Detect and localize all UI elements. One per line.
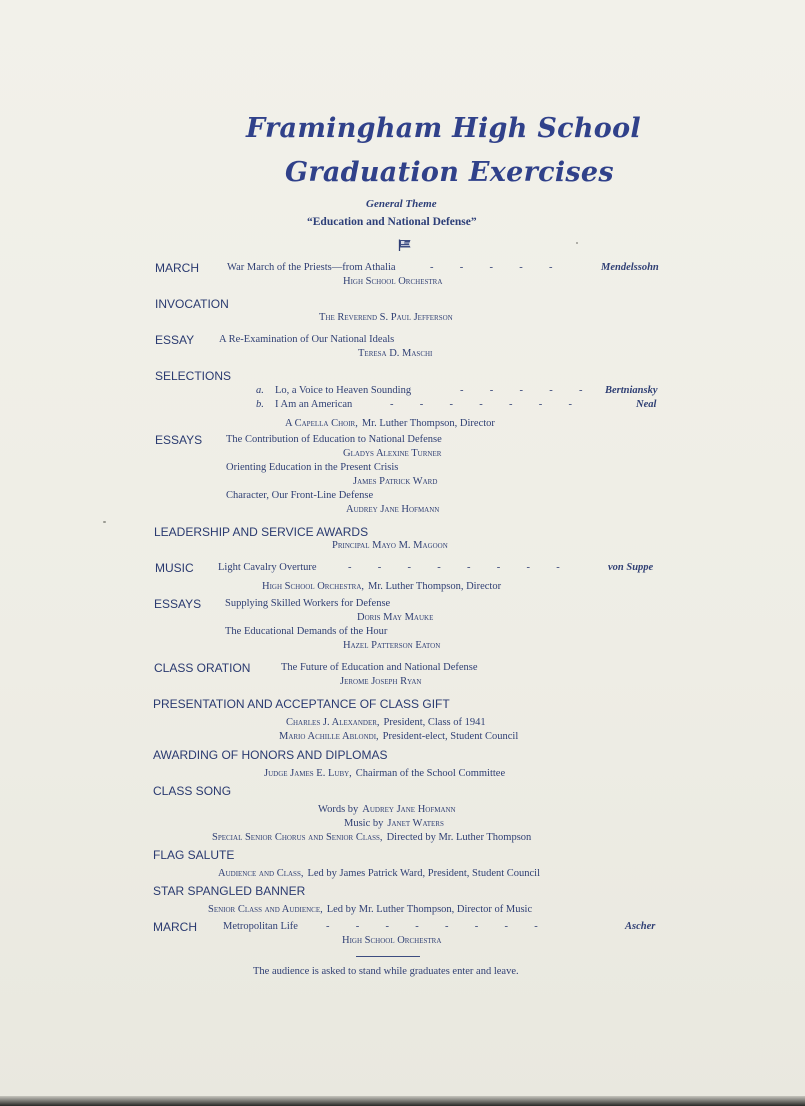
selections-heading: SELECTIONS (155, 369, 232, 383)
essays-4-name: Doris May Mauke (357, 612, 434, 623)
march-2-composer: Ascher (625, 921, 656, 932)
banner-detail (208, 900, 532, 916)
selections-performer (285, 414, 495, 430)
diplomas-heading: AWARDING OF HONORS AND DIPLOMAS (153, 748, 388, 762)
essays-heading: ESSAYS (155, 433, 203, 447)
selection-a-label: a. (256, 385, 264, 396)
title-line-2: Graduation Exercises (285, 157, 614, 188)
selection-b-title: I Am an American (275, 399, 353, 410)
flag-salute-sc: Audience and Class, (218, 868, 304, 879)
flag-salute-heading: FLAG SALUTE (153, 848, 235, 862)
song-music-pre: Music by (344, 818, 384, 829)
gift-presenter-sc: Charles J. Alexander, (286, 717, 380, 728)
gift-acceptor (279, 727, 518, 743)
song-music-author: Janet Waters (387, 818, 444, 829)
gift-presenter-rest: President, Class of 1941 (383, 717, 486, 728)
essays-3-name: Audrey Jane Hofmann (346, 504, 440, 515)
selection-b-leader-dots: - - - - - - - (390, 399, 572, 410)
selections-performer-sc: A Capella Choir, (285, 418, 358, 429)
banner-heading: STAR SPANGLED BANNER (153, 884, 306, 898)
music-composer: von Suppe (608, 562, 654, 573)
music-performer (262, 577, 501, 593)
paper-speck (103, 521, 106, 523)
essay-heading: ESSAY (155, 333, 195, 347)
diplomas-presenter-sc: Judge James E. Luby, (264, 768, 352, 779)
song-chorus (212, 828, 531, 844)
march-2-piece: Metropolitan Life (223, 921, 298, 932)
march-2-leader-dots: - - - - - - - - (326, 921, 538, 932)
gift-acceptor-sc: Mario Achille Ablondi, (279, 731, 379, 742)
flag-icon (398, 239, 412, 251)
invocation-heading: INVOCATION (155, 297, 229, 311)
music-piece: Light Cavalry Overture (218, 562, 317, 573)
theme-text: “Education and National Defense” (307, 216, 477, 228)
footer-note: The audience is asked to stand while graduates enter and leave. (253, 966, 519, 977)
invocation-name: The Reverend S. Paul Jefferson (319, 312, 453, 323)
song-heading: CLASS SONG (153, 784, 232, 798)
music-heading: MUSIC (155, 561, 194, 575)
selection-a-composer: Bertniansky (605, 385, 658, 396)
essays-2-title: Orienting Education in the Present Crisis (226, 462, 399, 473)
song-words-pre: Words by (318, 804, 359, 815)
march-2-performer: High School Orchestra (342, 935, 442, 946)
music-performer-rest: Mr. Luther Thompson, Director (368, 581, 502, 592)
awards-name: Principal Mayo M. Magoon (332, 540, 448, 551)
gift-acceptor-rest: President-elect, Student Council (382, 731, 519, 742)
march-composer: Mendelssohn (601, 262, 659, 273)
essays-2-name: James Patrick Ward (353, 476, 438, 487)
theme-label: General Theme (366, 198, 437, 210)
essays-2-heading: ESSAYS (154, 597, 202, 611)
march-leader-dots: - - - - - (430, 262, 553, 273)
oration-heading: CLASS ORATION (154, 661, 251, 675)
essays-1-title: The Contribution of Education to National Defense (226, 434, 442, 445)
song-chorus-sc: Special Senior Chorus and Senior Class, (212, 832, 383, 843)
banner-rest: Led by Mr. Luther Thompson, Director of Music (326, 904, 533, 915)
essays-1-name: Gladys Alexine Turner (343, 448, 442, 459)
oration-name: Jerome Joseph Ryan (340, 676, 422, 687)
march-heading: MARCH (155, 261, 199, 275)
march-piece: War March of the Priests—from Athalia (227, 262, 396, 273)
page-bottom-edge (0, 1096, 805, 1106)
selections-performer-rest: Mr. Luther Thompson, Director (361, 418, 495, 429)
flag-salute-detail (218, 864, 540, 880)
music-leader-dots: - - - - - - - - (348, 562, 560, 573)
banner-sc: Senior Class and Audience, (208, 904, 323, 915)
awards-heading: LEADERSHIP AND SERVICE AWARDS (154, 525, 369, 539)
essay-title: A Re-Examination of Our National Ideals (219, 334, 395, 345)
diplomas-presenter-rest: Chairman of the School Committee (355, 768, 506, 779)
song-chorus-rest: Directed by Mr. Luther Thompson (386, 832, 532, 843)
song-words-author: Audrey Jane Hofmann (362, 804, 456, 815)
music-performer-sc: High School Orchestra, (262, 581, 364, 592)
march-2-heading: MARCH (153, 920, 197, 934)
oration-title: The Future of Education and National Defense (281, 662, 478, 673)
gift-heading: PRESENTATION AND ACCEPTANCE OF CLASS GIFT (153, 697, 450, 711)
selection-a-leader-dots: - - - - - (460, 385, 583, 396)
closing-rule (356, 956, 420, 957)
selection-b-label: b. (256, 399, 264, 410)
essays-3-title: Character, Our Front-Line Defense (226, 490, 374, 501)
essays-5-name: Hazel Patterson Eaton (343, 640, 441, 651)
march-performer: High School Orchestra (343, 276, 443, 287)
essays-5-title: The Educational Demands of the Hour (225, 626, 388, 637)
selection-a-title: Lo, a Voice to Heaven Sounding (275, 385, 412, 396)
essays-4-title: Supplying Skilled Workers for Defense (225, 598, 391, 609)
flag-salute-rest: Led by James Patrick Ward, President, Student Council (307, 868, 541, 879)
diplomas-presenter (264, 764, 505, 780)
title-line-1: Framingham High School (246, 113, 641, 144)
selection-b-composer: Neal (636, 399, 657, 410)
paper-speck (576, 242, 578, 244)
essay-name: Teresa D. Maschi (358, 348, 433, 359)
